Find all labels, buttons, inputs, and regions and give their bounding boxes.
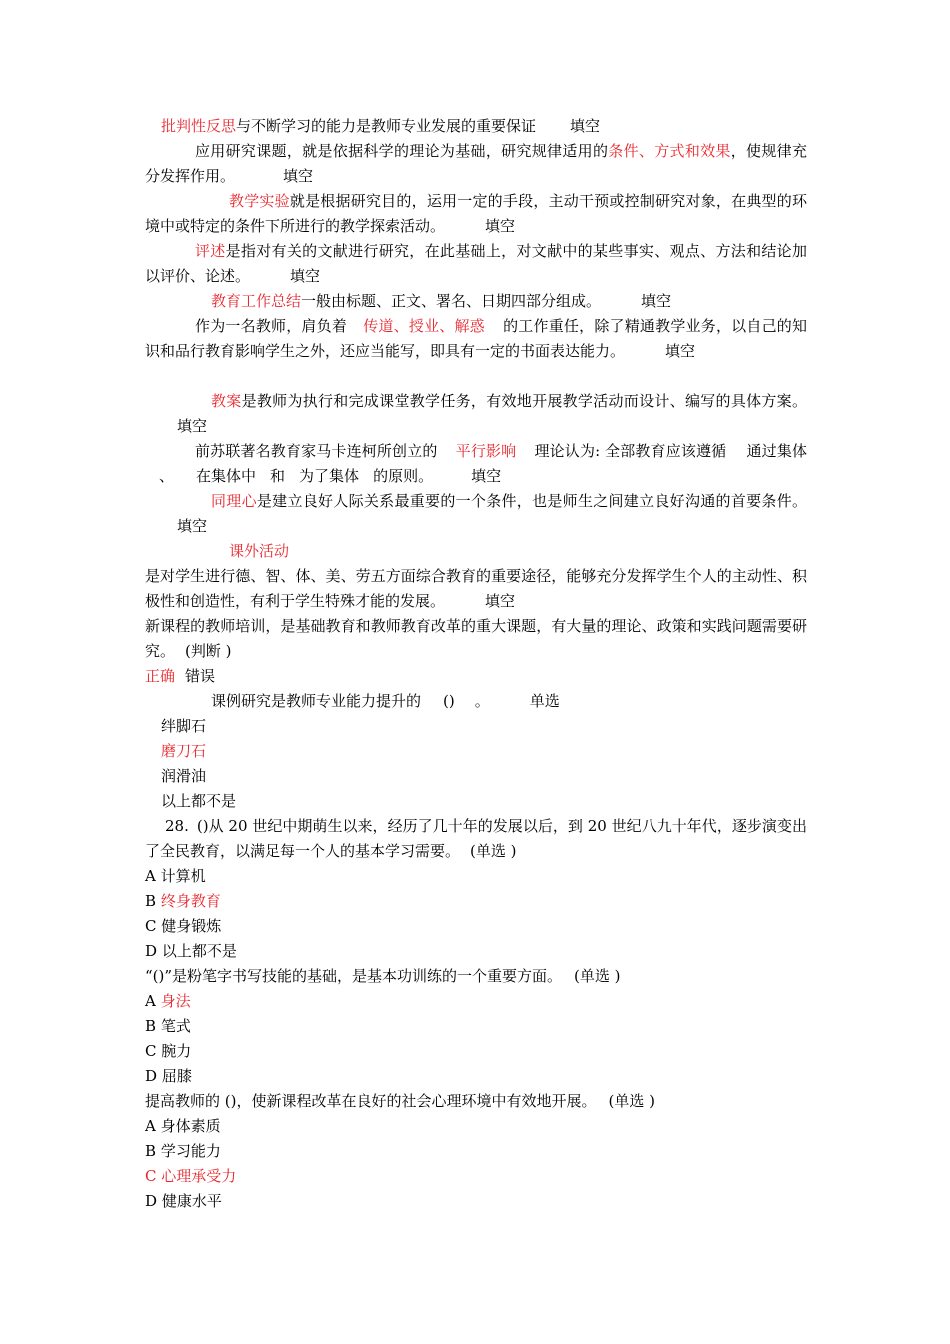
item-text: 是指对有关的文献进行研究，在此基础上，对文献中的某些事实、观点、方法和结论加以评价、论述。 [145,242,807,285]
q-case-option: 以上都不是 [161,792,237,810]
question-type: (单选 ) [574,967,621,985]
answer-text: 教学实验 [229,192,290,210]
q-case-option: 润滑油 [161,767,207,785]
question-type: 填空 [641,292,672,310]
judge-wrong: 错误 [185,667,216,685]
item-text: 与不断学习的能力是教师专业发展的重要保证 [236,117,537,135]
question-type: 填空 [177,417,208,435]
answer-text: 评述 [195,242,226,260]
q28-option-a: A 计算机 [145,867,206,885]
question-type: 填空 [485,592,516,610]
answer-text: 教案 [211,392,242,410]
question-type: (单选 ) [608,1092,655,1110]
judge-correct: 正确 [145,667,176,685]
q-chalk-option-c: C 腕力 [145,1042,192,1060]
q-chalk-stem [145,964,807,989]
question-type: 填空 [665,342,696,360]
item-text: 应用研究课题，就是依据科学的理论为基础，研究规律适用的 [195,142,609,160]
q28-stem [145,814,807,864]
item-text: ，使规律充分发挥作用。 [145,142,807,185]
item-text: 是教师为执行和完成课堂教学任务，有效地开展教学活动而设计、编写的具体方案。 [241,392,807,410]
judge-options [145,664,807,689]
question-type: 填空 [290,267,321,285]
question-type: 填空 [485,217,516,235]
answer-text: 课外活动 [229,542,290,560]
q-improve-option-a: A 身体素质 [145,1117,221,1135]
question-type: 单选 [529,692,560,710]
item-5 [145,289,807,314]
question-text: 课例研究是教师专业能力提升的 [211,692,422,710]
answer-text: 平行影响 [455,442,517,460]
q-chalk-option-d: D 屈膝 [145,1067,192,1085]
item-text: 作为一名教师，肩负着 [195,317,348,335]
item-text: 是建立良好人际关系最重要的一个条件，也是师生之间建立良好沟通的首要条件。 [256,492,807,510]
answer-text: 条件、方式和效果 [608,142,731,160]
answer-text: 同理心 [211,492,257,510]
q-improve-option-b: B 学习能力 [145,1142,221,1160]
question-type: 填空 [471,467,502,485]
q28-option-b: B 终身教育 [145,892,221,910]
item-1 [145,114,807,139]
answer-text: 教育工作总结 [211,292,302,310]
question-paren: () [443,692,455,710]
item-10 [145,564,807,614]
item-4 [145,239,807,289]
item-7 [145,389,807,439]
item-text: 理论认为: 全部教育应该遵循 [534,442,727,460]
q28-option-d: D 以上都不是 [145,942,237,960]
q-improve-option-c: C 心理承受力 [145,1167,237,1185]
item-9 [145,489,807,539]
question-text: 提高教师的 ()，使新课程改革在良好的社会心理环境中有效地开展。 [145,1092,597,1110]
question-type: (单选 ) [470,842,517,860]
item-text: 是对学生进行德、智、体、美、劳五方面综合教育的重要途径，能够充分发挥学生个人的主动性、积极性和创造性，有利于学生特殊才能的发展。 [145,567,807,610]
item-3 [145,189,807,239]
q-case-stem [145,689,807,714]
document-page [145,114,807,1214]
answer-text: 传道、授业、解惑 [363,317,485,335]
question-text: “()”是粉笔字书写技能的基础，是基本功训练的一个重要方面。 [145,967,563,985]
q-chalk-option-a: A 身法 [145,992,191,1010]
blank-text: 、 [159,467,175,485]
q-improve-stem [145,1089,807,1114]
q-chalk-option-b: B 笔式 [145,1017,191,1035]
blank-text: 和 [270,467,286,485]
question-type: (判断 ) [185,642,232,660]
item-10-answer [145,539,807,564]
question-type: 填空 [177,517,208,535]
item-text: 前苏联著名教育家马卡连柯所创立的 [195,442,438,460]
question-number: 28. [165,817,189,835]
question-end: 。 [474,692,490,710]
item-8 [145,439,807,489]
item-6 [145,314,807,364]
item-text: 一般由标题、正文、署名、日期四部分组成。 [301,292,602,310]
blank-text: 的原则。 [373,467,434,485]
item-2 [145,139,807,189]
q28-option-c: C 健身锻炼 [145,917,222,935]
blank-text: 通过集体 [746,442,807,460]
item-text: 就是根据研究目的，运用一定的手段，主动干预或控制研究对象，在典型的环境中或特定的条件下所进行的教学探索活动。 [145,192,807,235]
blank-text: 为了集体 [299,467,360,485]
blank-text: 在集体中 [196,467,257,485]
item-text: 新课程的教师培训，是基础教育和教师教育改革的重大课题，有大量的理论、政策和实践问题需要研究。 [145,617,807,660]
question-type: 填空 [283,167,314,185]
item-11 [145,614,807,664]
question-text: ()从 20 世纪中期萌生以来，经历了几十年的发展以后，到 20 世纪八九十年代，逐步演变出了全民教育，以满足每一个人的基本学习需要。 [145,817,807,860]
q-improve-option-d: D 健康水平 [145,1192,222,1210]
question-type: 填空 [570,117,601,135]
q-case-option: 绊脚石 [161,717,207,735]
q-case-option-answer: 磨刀石 [161,742,207,760]
answer-text: 批判性反思 [161,117,237,135]
item-text: 的工作重任，除了精通教学业务，以自己的知识和品行教育影响学生之外，还应当能写，即具有一定的书面表达能力。 [145,317,807,360]
